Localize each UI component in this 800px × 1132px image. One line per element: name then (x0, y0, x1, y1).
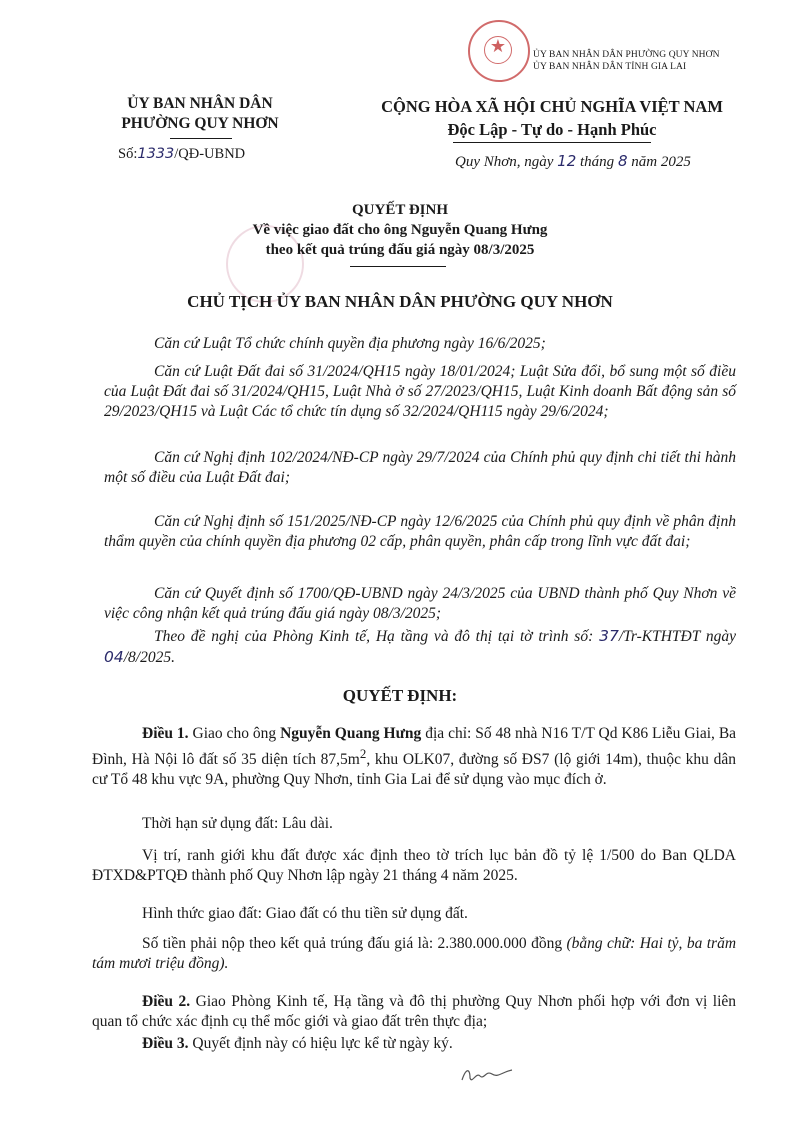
date-day: 12 (557, 152, 577, 170)
proposal-hand-day: 04 (104, 648, 124, 666)
proposal (104, 626, 736, 668)
allocation-form: Hình thức giao đất: Giao đất có thu tiền sử dụng đất. (142, 905, 468, 922)
article-2 (92, 992, 736, 1032)
article-3 (92, 1034, 736, 1054)
basis-4: Căn cứ Nghị định số 151/2025/NĐ-CP ngày 12/6/2025 của Chính phủ quy định về phân định thẩm quyền của chính quyền địa phương 02 cấp, phân quyền, phân cấp trong lĩnh vực đất đai; (104, 513, 736, 550)
article-1-text-c: , khu OLK07, đường số ĐS7 (lộ giới 14m), thuộc khu dân cư Tổ 48 khu vực 9A, phường Quy Nhơn, tỉnh Gia Lai để sử dụng vào mục đích ở. (92, 751, 736, 789)
land-location: Vị trí, ranh giới khu đất được xác định theo tờ trích lục bản đồ tỷ lệ 1/500 do Ban QLDA ĐTXD&PTQĐ thành phố Quy Nhơn lập ngày 21 tháng 4 năm 2025. (92, 847, 736, 884)
motto-underline (453, 142, 651, 143)
number-handwritten: 1333 (137, 146, 175, 162)
date-year: năm 2025 (631, 154, 691, 170)
star-icon: ★ (489, 36, 507, 56)
org-line-1: ỦY BAN NHÂN DÂN (127, 95, 273, 112)
payment-amount (92, 934, 736, 974)
national-header (368, 95, 736, 141)
doc-type: QUYẾT ĐỊNH (352, 202, 448, 218)
subject-line-1: Về việc giao đất cho ông Nguyễn Quang Hưng (252, 222, 548, 238)
proposal-text-2: /Tr-KTHTĐT ngày (618, 628, 737, 645)
area-unit-sup: 2 (359, 746, 367, 761)
proposal-hand-number: 37 (599, 627, 619, 645)
article-2-text: Giao Phòng Kinh tế, Hạ tầng và đô thị phường Quy Nhơn phối hợp với đơn vị liên quan tổ chức xác định cụ thể mốc giới và giao đất trên thực địa; (92, 993, 737, 1030)
decides-heading: QUYẾT ĐỊNH: (342, 686, 458, 705)
basis-2: Căn cứ Luật Đất đai số 31/2024/QH15 ngày 18/01/2024; Luật Sửa đổi, bổ sung một số điều của Luật Đất đai số 31/2024/QH15, Luật Nhà ở số 27/2023/QH15, Luật Kinh doanh Bất động sản số 29/2023/QH15 và Luật Các tổ chức tín dụng số 32/2024/QH115 ngày 29/6/2024; (104, 363, 736, 420)
org-underline (170, 138, 232, 139)
article-3-label: Điều 3. (142, 1035, 189, 1052)
article-1 (92, 724, 736, 790)
proposal-text-1: Theo đề nghị của Phòng Kinh tế, Hạ tầng và đô thị tại tờ trình số: (154, 628, 594, 645)
number-suffix: /QĐ-UBND (174, 146, 246, 162)
seal-note-2: ỦY BAN NHÂN DÂN TỈNH GIA LAI (533, 62, 687, 72)
article-1-label: Điều 1. (142, 725, 189, 742)
document-title (150, 200, 650, 260)
date-month-label: tháng (580, 154, 615, 170)
article-2-label: Điều 2. (142, 993, 191, 1010)
org-name (100, 94, 300, 134)
seal-note-1: ỦY BAN NHÂN DÂN PHƯỜNG QUY NHƠN (533, 50, 720, 60)
org-line-2: PHƯỜNG QUY NHƠN (121, 115, 279, 132)
date-month: 8 (617, 152, 628, 170)
date-place: Quy Nhơn, ngày (455, 154, 554, 170)
article-1-text-a: Giao cho ông (192, 725, 277, 742)
basis-1: Căn cứ Luật Tổ chức chính quyền địa phương ngày 16/6/2025; (154, 335, 546, 352)
proposal-text-3: /8/2025. (123, 649, 175, 666)
subject-line-2: theo kết quả trúng đấu giá ngày 08/3/2025 (265, 242, 535, 258)
article-3-text: Quyết định này có hiệu lực kể từ ngày ký. (192, 1035, 453, 1052)
grantee-name: Nguyễn Quang Hưng (280, 725, 422, 742)
number-prefix: Số: (118, 146, 138, 162)
payment-amount-text: Số tiền phải nộp theo kết quả trúng đấu giá là: 2.380.000.000 đồng (142, 935, 563, 952)
motto: Độc Lập - Tự do - Hạnh Phúc (447, 120, 657, 139)
basis-5: Căn cứ Quyết định số 1700/QĐ-UBND ngày 24/3/2025 của UBND thành phố Quy Nhơn về việc công nhận kết quả trúng đấu giá ngày 08/3/2025; (104, 585, 736, 622)
basis-3: Căn cứ Nghị định 102/2024/NĐ-CP ngày 29/7/2024 của Chính phủ quy định chi tiết thi hành một số điều của Luật Đất đai; (104, 449, 736, 486)
document-number (118, 146, 318, 163)
land-term: Thời hạn sử dụng đất: Lâu dài. (142, 815, 333, 832)
nation-name: CỘNG HÒA XÃ HỘI CHỦ NGHĨA VIỆT NAM (381, 97, 723, 116)
signature-mark (458, 1062, 518, 1088)
article-1-text-b: địa chỉ: Số 48 nhà N16 T/T Qd K86 Liễu Giai, Ba Đình, Hà Nội lô đất số 35 diện tích 87,5m (92, 725, 737, 769)
issuer-heading: CHỦ TỊCH ỦY BAN NHÂN DÂN PHƯỜNG QUY NHƠN (187, 292, 613, 311)
payment-amount-words: (bằng chữ: Hai tỷ, ba trăm tám mươi triệu đồng). (92, 935, 737, 972)
issue-date (455, 152, 755, 171)
title-underline (350, 266, 446, 267)
